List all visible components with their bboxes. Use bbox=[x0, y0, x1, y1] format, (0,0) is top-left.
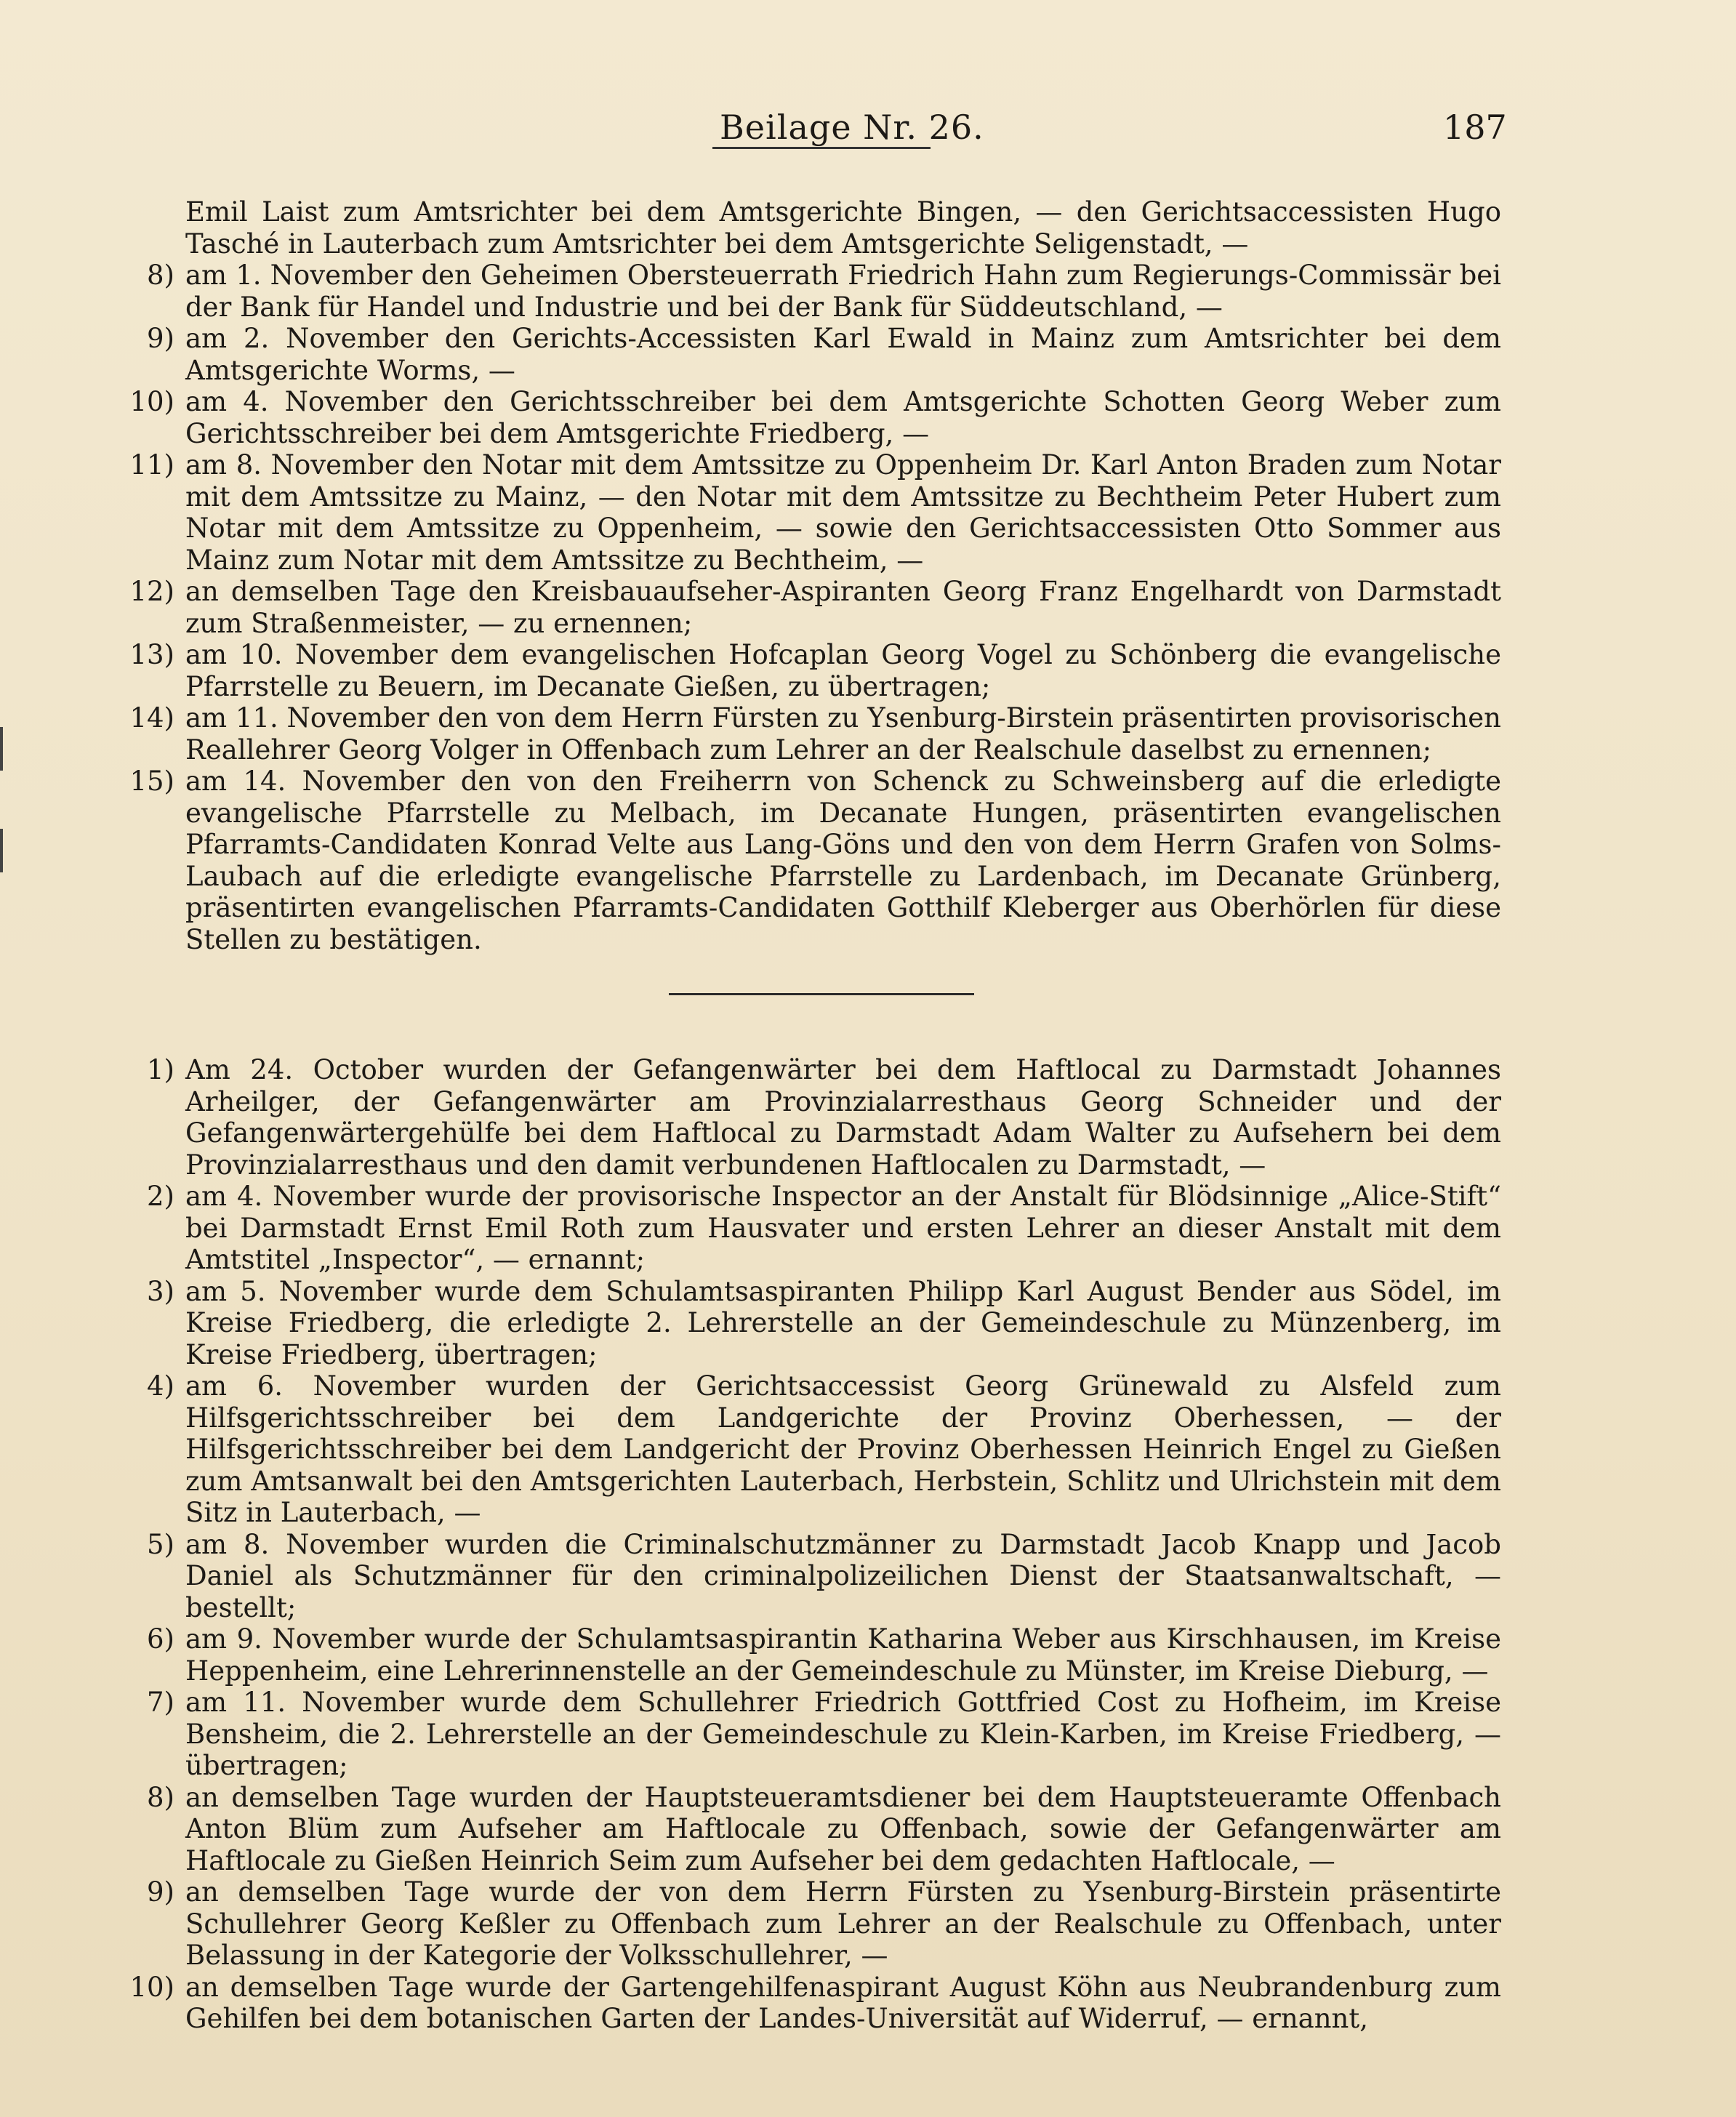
item-number: 15) bbox=[129, 766, 174, 797]
item-text: Emil Laist zum Amtsrichter bei dem Amtsgerichte Bingen, — den Gerichtsaccessisten Hugo Tasché in Lauterbach zum Amtsrichter bei dem Amtsgerichte Seligenstadt, — bbox=[185, 196, 1501, 260]
item-number: 6) bbox=[147, 1623, 174, 1655]
list-item bbox=[0, 766, 1736, 955]
appointments-section-2 bbox=[0, 1054, 1736, 2035]
item-text: am 6. November wurden der Gerichtsaccessist Georg Grünewald zu Alsfeld zum Hilfsgerichtsschreiber bei dem Landgerichte der Provinz Oberhessen, — der Hilfsgerichtsschreiber bei dem Landgericht der Provinz Oberhessen Heinrich Engel zu Gießen zum Amtsanwalt bei den Amtsgerichten Lauterbach, Herbstein, Schlitz und Ulrichstein mit dem Sitz in Lauterbach, — bbox=[185, 1370, 1501, 1528]
list-item bbox=[0, 1276, 1736, 1371]
list-item bbox=[0, 1529, 1736, 1624]
item-number: 4) bbox=[147, 1370, 174, 1402]
item-number: 13) bbox=[129, 639, 174, 670]
item-text: am 8. November wurden die Criminalschutzmänner zu Darmstadt Jacob Knapp und Jacob Daniel als Schutzmänner für den criminalpolizeilichen Dienst der Staatsanwaltschaft, — bestellt; bbox=[185, 1528, 1501, 1623]
item-number: 5) bbox=[147, 1528, 174, 1560]
item-number: 1) bbox=[147, 1054, 174, 1085]
list-item bbox=[0, 1687, 1736, 1782]
list-item bbox=[0, 1054, 1736, 1181]
item-number: 8) bbox=[147, 260, 174, 291]
item-text: am 11. November wurde dem Schullehrer Friedrich Gottfried Cost zu Hofheim, im Kreise Bensheim, die 2. Lehrerstelle an der Gemeindeschule zu Klein-Karben, im Kreise Friedberg, — übertragen; bbox=[185, 1687, 1501, 1781]
appointments-section-1 bbox=[0, 196, 1736, 955]
list-item bbox=[0, 702, 1736, 766]
list-item bbox=[0, 1370, 1736, 1529]
item-number: 10) bbox=[129, 1971, 174, 2003]
item-text: am 4. November wurde der provisorische Inspector an der Anstalt für Blödsinnige „Alice-Stift“ bei Darmstadt Ernst Emil Roth zum Hausvater und ersten Lehrer an dieser Anstalt mit dem Amtstitel „Inspector“, — ernannt; bbox=[185, 1181, 1501, 1275]
list-item bbox=[0, 639, 1736, 702]
page-title: Beilage Nr. 26. bbox=[720, 108, 984, 147]
item-number: 9) bbox=[147, 1876, 174, 1908]
page-number: 187 bbox=[1443, 108, 1507, 147]
list-item bbox=[0, 323, 1736, 386]
item-text: Am 24. October wurden der Gefangenwärter bei dem Haftlocal zu Darmstadt Johannes Arheilger, der Gefangenwärter am Provinzialarresthaus Georg Schneider und der Gefangenwärtergehülfe bei dem Haftlocal zu Darmstadt Adam Walter zu Aufsehern bei dem Provinzialarresthaus und den damit verbundenen Haftlocalen zu Darmstadt, — bbox=[185, 1054, 1501, 1181]
item-text: am 9. November wurde der Schulamtsaspirantin Katharina Weber aus Kirschhausen, im Kreise Heppenheim, eine Lehrerinnenstelle an der Gemeindeschule zu Münster, im Kreise Dieburg, — bbox=[185, 1623, 1501, 1687]
item-text: am 2. November den Gerichts-Accessisten Karl Ewald in Mainz zum Amtsrichter bei dem Amtsgerichte Worms, — bbox=[185, 323, 1501, 386]
list-item bbox=[0, 1972, 1736, 2035]
list-item bbox=[0, 1181, 1736, 1276]
page-header bbox=[0, 102, 1736, 153]
item-text: an demselben Tage wurde der Gartengehilfenaspirant August Köhn aus Neubrandenburg zum Gehilfen bei dem botanischen Garten der Landes-Universität auf Widerruf, — ernannt, bbox=[185, 1971, 1501, 2034]
list-item bbox=[0, 196, 1736, 260]
section-divider bbox=[669, 993, 974, 995]
list-item bbox=[0, 1623, 1736, 1687]
item-number: 7) bbox=[147, 1687, 174, 1718]
list-item bbox=[0, 576, 1736, 639]
item-text: an demselben Tage wurden der Hauptsteueramtsdiener bei dem Hauptsteueramte Offenbach Anton Blüm zum Aufseher am Haftlocale zu Offenbach, sowie der Gefangenwärter am Haftlocale zu Gießen Heinrich Seim zum Aufseher bei dem gedachten Haftlocale, — bbox=[185, 1781, 1501, 1876]
item-number: 8) bbox=[147, 1781, 174, 1813]
item-number: 9) bbox=[147, 323, 174, 354]
item-number: 10) bbox=[129, 386, 174, 417]
list-item bbox=[0, 260, 1736, 323]
item-text: am 8. November den Notar mit dem Amtssitze zu Oppenheim Dr. Karl Anton Braden zum Notar mit dem Amtssitze zu Mainz, — den Notar mit dem Amtssitze zu Bechtheim Peter Hubert zum Notar mit dem Amtssitze zu Oppenheim, — sowie den Gerichtsaccessisten Otto Sommer aus Mainz zum Notar mit dem Amtssitze zu Bechtheim, — bbox=[185, 449, 1501, 576]
item-number: 11) bbox=[129, 449, 174, 481]
item-number: 2) bbox=[147, 1181, 174, 1212]
item-text: am 11. November den von dem Herrn Fürsten zu Ysenburg-Birstein präsentirten provisorischen Reallehrer Georg Volger in Offenbach zum Lehrer an der Realschule daselbst zu ernennen; bbox=[185, 702, 1501, 766]
item-text: am 4. November den Gerichtsschreiber bei dem Amtsgerichte Schotten Georg Weber zum Gerichtsschreiber bei dem Amtsgerichte Friedberg, — bbox=[185, 386, 1501, 449]
item-text: am 1. November den Geheimen Obersteuerrath Friedrich Hahn zum Regierungs-Commissär bei der Bank für Handel und Industrie und bei der Bank für Süddeutschland, — bbox=[185, 260, 1501, 323]
item-text: am 14. November den von den Freiherrn von Schenck zu Schweinsberg auf die erledigte evangelische Pfarrstelle zu Melbach, im Decanate Hungen, präsentirten evangelischen Pfarramts-Candidaten Konrad Velte aus Lang-Göns und den von dem Herrn Grafen von Solms-Laubach auf die erledigte evangelische Pfarrstelle zu Lardenbach, im Decanate Grünberg, präsentirten evangelischen Pfarramts-Candidaten Gotthilf Kleberger aus Oberhörlen für diese Stellen zu bestätigen. bbox=[185, 766, 1501, 955]
item-text: an demselben Tage den Kreisbauaufseher-Aspiranten Georg Franz Engelhardt von Darmstadt zum Straßenmeister, — zu ernennen; bbox=[185, 576, 1501, 639]
item-number: 3) bbox=[147, 1275, 174, 1307]
list-item bbox=[0, 449, 1736, 576]
header-underline bbox=[712, 147, 931, 149]
list-item bbox=[0, 1782, 1736, 1877]
item-text: am 10. November dem evangelischen Hofcaplan Georg Vogel zu Schönberg die evangelische Pfarrstelle zu Beuern, im Decanate Gießen, zu übertragen; bbox=[185, 639, 1501, 702]
item-text: an demselben Tage wurde der von dem Herrn Fürsten zu Ysenburg-Birstein präsentirte Schullehrer Georg Keßler zu Offenbach zum Lehrer an der Realschule zu Offenbach, unter Belassung in der Kategorie der Volksschullehrer, — bbox=[185, 1876, 1501, 1971]
item-number: 14) bbox=[129, 702, 174, 734]
list-item bbox=[0, 1876, 1736, 1972]
item-text: am 5. November wurde dem Schulamtsaspiranten Philipp Karl August Bender aus Södel, im Kreise Friedberg, die erledigte 2. Lehrerstelle an der Gemeindeschule zu Münzenberg, im Kreise Friedberg, übertragen; bbox=[185, 1275, 1501, 1370]
list-item bbox=[0, 386, 1736, 449]
item-number: 12) bbox=[129, 576, 174, 607]
